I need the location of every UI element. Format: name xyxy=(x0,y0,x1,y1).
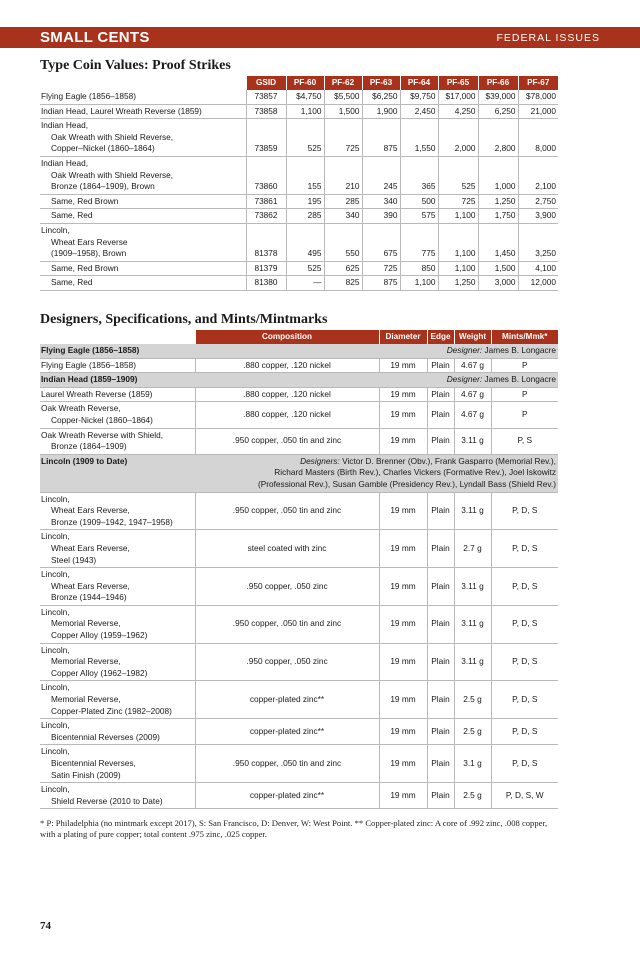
table-row xyxy=(40,209,558,224)
proof-values-table xyxy=(40,76,558,291)
variety-line: Bronze (1909–1942, 1947–1958) xyxy=(51,516,173,527)
edge-cell: Plain xyxy=(427,568,454,606)
mints-cell: P, D, S xyxy=(491,530,558,568)
composition-cell: steel coated with zinc xyxy=(195,530,379,568)
value-cell: 1,100 xyxy=(438,223,478,261)
coin-type xyxy=(40,156,246,194)
diameter-cell: 19 mm xyxy=(379,745,427,783)
variety-line: Lincoln, xyxy=(41,682,70,693)
table-row xyxy=(40,261,558,276)
column-header: PF-62 xyxy=(324,76,362,90)
value-cell: $5,500 xyxy=(324,90,362,104)
table-row xyxy=(40,104,558,119)
weight-cell: 3.11 g xyxy=(454,605,491,643)
value-cell: 155 xyxy=(286,156,324,194)
coin-type-line: Flying Eagle (1856–1858) xyxy=(41,91,137,101)
table-row xyxy=(40,783,558,809)
column-header: Composition xyxy=(195,330,379,344)
variety-line: Lincoln, xyxy=(41,784,70,795)
coin-type-line: Indian Head, Laurel Wreath Reverse (1859) xyxy=(41,105,202,116)
weight-cell: 2.7 g xyxy=(454,530,491,568)
designer-line xyxy=(197,479,556,491)
value-cell: — xyxy=(286,276,324,291)
coin-type xyxy=(40,261,246,276)
diameter-cell: 19 mm xyxy=(379,681,427,719)
designer-credit xyxy=(195,454,558,492)
value-cell: 550 xyxy=(324,223,362,261)
composition-cell: .880 copper, .120 nickel xyxy=(195,387,379,402)
variety-name xyxy=(40,358,195,373)
value-cell: 875 xyxy=(362,276,400,291)
edge-cell: Plain xyxy=(427,681,454,719)
value-cell: 6,250 xyxy=(478,104,518,119)
composition-cell: copper-plated zinc** xyxy=(195,719,379,745)
value-cell: 2,800 xyxy=(478,119,518,157)
edge-cell: Plain xyxy=(427,605,454,643)
column-header: PF-64 xyxy=(400,76,438,90)
designer-names: (Professional Rev.), Susan Gamble (Presidency Rev.), Lyndall Bass (Shield Rev.) xyxy=(257,478,556,489)
value-cell: 1,500 xyxy=(478,261,518,276)
table-row xyxy=(40,119,558,157)
value-cell: 3,250 xyxy=(518,223,558,261)
designer-name: James B. Longacre xyxy=(484,345,556,355)
weight-cell: 2.5 g xyxy=(454,719,491,745)
value-cell: $39,000 xyxy=(478,90,518,104)
designer-line xyxy=(197,467,556,479)
value-cell: 1,100 xyxy=(400,276,438,291)
coin-type-line: Indian Head, xyxy=(41,120,89,131)
composition-cell: .880 copper, .120 nickel xyxy=(195,402,379,428)
mints-cell: P, D, S xyxy=(491,568,558,606)
value-cell: 575 xyxy=(400,209,438,224)
value-cell: $78,000 xyxy=(518,90,558,104)
diameter-cell: 19 mm xyxy=(379,783,427,809)
coin-type xyxy=(40,104,246,119)
variety-line: Shield Reverse (2010 to Date) xyxy=(51,795,163,806)
value-cell: 1,250 xyxy=(438,276,478,291)
coin-type-line: Indian Head, xyxy=(41,157,89,168)
variety-line: Memorial Reverse, xyxy=(51,618,121,629)
designer-label: Designer: xyxy=(446,374,483,385)
coin-type-line: Oak Wreath with Shield Reverse, xyxy=(51,131,174,142)
coin-type-line: (1909–1958), Brown xyxy=(51,248,127,259)
variety-name xyxy=(40,745,195,783)
diameter-cell: 19 mm xyxy=(379,492,427,530)
diameter-cell: 19 mm xyxy=(379,719,427,745)
value-cell: 1,450 xyxy=(478,223,518,261)
gsid-cell: 73860 xyxy=(246,156,286,194)
table-row xyxy=(40,530,558,568)
designer-names: Richard Masters (Birth Rev.), Charles Vickers (Formative Rev.), Joel Iskowitz xyxy=(274,467,556,478)
weight-cell: 4.67 g xyxy=(454,387,491,402)
composition-cell: .950 copper, .050 tin and zinc xyxy=(195,492,379,530)
value-cell: 4,100 xyxy=(518,261,558,276)
group-row xyxy=(40,373,558,388)
table-row xyxy=(40,681,558,719)
edge-cell: Plain xyxy=(427,745,454,783)
group-row xyxy=(40,344,558,358)
variety-line: Lincoln, xyxy=(41,746,70,757)
table-row xyxy=(40,719,558,745)
coin-type-line: Lincoln, xyxy=(41,224,70,235)
diameter-cell: 19 mm xyxy=(379,530,427,568)
designer-name: James B. Longacre xyxy=(484,374,556,385)
variety-line: Satin Finish (2009) xyxy=(51,769,121,780)
value-cell: $6,250 xyxy=(362,90,400,104)
value-cell: 875 xyxy=(362,119,400,157)
variety-line: Wheat Ears Reverse, xyxy=(51,542,130,553)
value-cell: 340 xyxy=(362,194,400,209)
value-cell: 2,100 xyxy=(518,156,558,194)
value-cell: 8,000 xyxy=(518,119,558,157)
footnote: * P: Philadelphia (no mintmark except 2017), S: San Francisco, D: Denver, W: West Point. ** Copper-plated zinc: A core of .992 zinc, .008 copper, with a plating of pure copper; total content .975 zinc, .025 copper. xyxy=(40,818,548,839)
diameter-cell: 19 mm xyxy=(379,605,427,643)
value-cell: 500 xyxy=(400,194,438,209)
variety-name xyxy=(40,387,195,402)
coin-type-line: Copper–Nickel (1860–1864) xyxy=(51,143,155,154)
composition-cell: .880 copper, .120 nickel xyxy=(195,358,379,373)
value-cell: 285 xyxy=(324,194,362,209)
edge-cell: Plain xyxy=(427,719,454,745)
proof-values-heading: Type Coin Values: Proof Strikes xyxy=(40,58,231,73)
mints-cell: P, S xyxy=(491,428,558,454)
section-title: SMALL CENTS xyxy=(40,29,150,46)
variety-line: Oak Wreath Reverse with Shield, xyxy=(41,429,164,440)
column-header: PF-65 xyxy=(438,76,478,90)
mints-cell: P xyxy=(491,402,558,428)
section-banner xyxy=(0,27,640,48)
designer-label: Designer: xyxy=(446,345,483,355)
table-row xyxy=(40,568,558,606)
mints-cell: P, D, S xyxy=(491,681,558,719)
column-header: PF-63 xyxy=(362,76,400,90)
weight-cell: 2.5 g xyxy=(454,783,491,809)
variety-line: Lincoln, xyxy=(41,569,70,580)
gsid-cell: 81378 xyxy=(246,223,286,261)
value-cell: 1,100 xyxy=(286,104,324,119)
value-cell: 245 xyxy=(362,156,400,194)
value-cell: 3,000 xyxy=(478,276,518,291)
blank-header xyxy=(40,76,246,90)
value-cell: 2,450 xyxy=(400,104,438,119)
designer-names: Victor D. Brenner (Obv.), Frank Gasparro (Memorial Rev.), xyxy=(342,455,556,466)
coin-type-line: Same, Red xyxy=(51,210,93,221)
column-header: GSID xyxy=(246,76,286,90)
value-cell: 340 xyxy=(324,209,362,224)
variety-line: Copper-Nickel (1860–1864) xyxy=(51,414,153,425)
coin-type-line: Oak Wreath with Shield Reverse, xyxy=(51,169,174,180)
variety-name xyxy=(40,643,195,681)
mints-cell: P, D, S xyxy=(491,492,558,530)
coin-type-line: Same, Red xyxy=(51,277,93,288)
variety-name xyxy=(40,568,195,606)
edge-cell: Plain xyxy=(427,530,454,568)
value-cell: 21,000 xyxy=(518,104,558,119)
value-cell: 1,900 xyxy=(362,104,400,119)
value-cell: 1,750 xyxy=(478,209,518,224)
variety-line: Bronze (1944–1946) xyxy=(51,592,127,603)
table-row xyxy=(40,428,558,454)
diameter-cell: 19 mm xyxy=(379,568,427,606)
specs-heading: Designers, Specifications, and Mints/Mintmarks xyxy=(40,312,328,327)
edge-cell: Plain xyxy=(427,783,454,809)
group-name: Lincoln (1909 to Date) xyxy=(40,454,195,492)
table-row xyxy=(40,194,558,209)
value-cell: 525 xyxy=(438,156,478,194)
variety-line: Flying Eagle (1856–1858) xyxy=(41,359,137,370)
coin-type-line: Bronze (1864–1909), Brown xyxy=(51,181,155,192)
column-header: PF-67 xyxy=(518,76,558,90)
column-header: PF-60 xyxy=(286,76,324,90)
variety-line: Copper-Plated Zinc (1982–2008) xyxy=(51,705,172,716)
value-cell: 775 xyxy=(400,223,438,261)
value-cell: 725 xyxy=(362,261,400,276)
designer-line xyxy=(197,456,556,468)
table-row xyxy=(40,745,558,783)
diameter-cell: 19 mm xyxy=(379,402,427,428)
coin-type-line: Same, Red Brown xyxy=(51,262,119,273)
weight-cell: 2.5 g xyxy=(454,681,491,719)
diameter-cell: 19 mm xyxy=(379,358,427,373)
edge-cell: Plain xyxy=(427,428,454,454)
value-cell: 525 xyxy=(286,261,324,276)
value-cell: 825 xyxy=(324,276,362,291)
variety-name xyxy=(40,402,195,428)
group-row xyxy=(40,454,558,492)
variety-line: Memorial Reverse, xyxy=(51,656,121,667)
mints-cell: P xyxy=(491,358,558,373)
variety-line: Lincoln, xyxy=(41,720,70,731)
variety-line: Copper Alloy (1962–1982) xyxy=(51,667,148,678)
value-cell: 2,750 xyxy=(518,194,558,209)
edge-cell: Plain xyxy=(427,492,454,530)
designer-label: Designers: xyxy=(300,455,340,466)
table-row xyxy=(40,358,558,373)
table-row xyxy=(40,387,558,402)
table-row xyxy=(40,156,558,194)
variety-name xyxy=(40,681,195,719)
variety-name xyxy=(40,783,195,809)
variety-line: Lincoln, xyxy=(41,606,70,617)
value-cell: 850 xyxy=(400,261,438,276)
value-cell: 1,250 xyxy=(478,194,518,209)
table-row xyxy=(40,90,558,104)
variety-name xyxy=(40,428,195,454)
diameter-cell: 19 mm xyxy=(379,387,427,402)
mints-cell: P xyxy=(491,387,558,402)
variety-line: Wheat Ears Reverse, xyxy=(51,580,130,591)
mints-cell: P, D, S xyxy=(491,745,558,783)
weight-cell: 3.1 g xyxy=(454,745,491,783)
variety-line: Lincoln, xyxy=(41,493,70,504)
coin-type xyxy=(40,223,246,261)
value-cell: 365 xyxy=(400,156,438,194)
value-cell: 1,550 xyxy=(400,119,438,157)
coin-type-line: Same, Red Brown xyxy=(51,195,119,206)
coin-type xyxy=(40,276,246,291)
table-row xyxy=(40,605,558,643)
value-cell: $17,000 xyxy=(438,90,478,104)
variety-line: Lincoln, xyxy=(41,531,70,542)
value-cell: 285 xyxy=(286,209,324,224)
composition-cell: .950 copper, .050 tin and zinc xyxy=(195,745,379,783)
variety-line: Bicentennial Reverses, xyxy=(51,758,136,768)
composition-cell: .950 copper, .050 zinc xyxy=(195,643,379,681)
table-row xyxy=(40,223,558,261)
value-cell: 525 xyxy=(286,119,324,157)
gsid-cell: 73857 xyxy=(246,90,286,104)
variety-line: Lincoln, xyxy=(41,644,70,655)
variety-line: Steel (1943) xyxy=(51,554,97,565)
variety-line: Bicentennial Reverses (2009) xyxy=(51,731,160,742)
mints-cell: P, D, S xyxy=(491,643,558,681)
value-cell: $9,750 xyxy=(400,90,438,104)
table-row xyxy=(40,402,558,428)
variety-line: Copper Alloy (1959–1962) xyxy=(51,630,148,641)
value-cell: 210 xyxy=(324,156,362,194)
weight-cell: 3.11 g xyxy=(454,568,491,606)
table-row xyxy=(40,643,558,681)
edge-cell: Plain xyxy=(427,643,454,681)
value-cell: 390 xyxy=(362,209,400,224)
column-header: Edge xyxy=(427,330,454,344)
weight-cell: 4.67 g xyxy=(454,402,491,428)
group-name: Indian Head (1859–1909) xyxy=(40,373,195,388)
weight-cell: 3.11 g xyxy=(454,428,491,454)
gsid-cell: 73861 xyxy=(246,194,286,209)
variety-line: Laurel Wreath Reverse (1859) xyxy=(41,388,153,399)
designer-credit xyxy=(195,373,558,388)
value-cell: 1,100 xyxy=(438,261,478,276)
variety-line: Oak Wreath Reverse, xyxy=(41,403,121,414)
composition-cell: .950 copper, .050 tin and zinc xyxy=(195,605,379,643)
variety-name xyxy=(40,530,195,568)
variety-name xyxy=(40,719,195,745)
edge-cell: Plain xyxy=(427,402,454,428)
column-header: PF-66 xyxy=(478,76,518,90)
coin-type xyxy=(40,209,246,224)
coin-type xyxy=(40,194,246,209)
composition-cell: .950 copper, .050 zinc xyxy=(195,568,379,606)
gsid-cell: 81379 xyxy=(246,261,286,276)
value-cell: 4,250 xyxy=(438,104,478,119)
value-cell: 1,100 xyxy=(438,209,478,224)
composition-cell: copper-plated zinc** xyxy=(195,783,379,809)
diameter-cell: 19 mm xyxy=(379,643,427,681)
value-cell: 1,500 xyxy=(324,104,362,119)
composition-cell: copper-plated zinc** xyxy=(195,681,379,719)
table-row xyxy=(40,492,558,530)
coin-type xyxy=(40,90,246,104)
column-header: Diameter xyxy=(379,330,427,344)
mints-cell: P, D, S xyxy=(491,719,558,745)
gsid-cell: 73858 xyxy=(246,104,286,119)
diameter-cell: 19 mm xyxy=(379,428,427,454)
variety-name xyxy=(40,605,195,643)
page-number: 74 xyxy=(40,920,51,932)
gsid-cell: 73862 xyxy=(246,209,286,224)
value-cell: 12,000 xyxy=(518,276,558,291)
category-label: FEDERAL ISSUES xyxy=(496,32,600,44)
variety-line: Wheat Ears Reverse, xyxy=(51,505,130,516)
weight-cell: 4.67 g xyxy=(454,358,491,373)
coin-type-line: Wheat Ears Reverse xyxy=(51,236,128,247)
value-cell: 725 xyxy=(438,194,478,209)
value-cell: 1,000 xyxy=(478,156,518,194)
specs-table xyxy=(40,330,558,809)
edge-cell: Plain xyxy=(427,387,454,402)
designer-credit xyxy=(195,344,558,358)
table-row xyxy=(40,276,558,291)
variety-line: Memorial Reverse, xyxy=(51,694,121,705)
value-cell: $4,750 xyxy=(286,90,324,104)
value-cell: 675 xyxy=(362,223,400,261)
composition-cell: .950 copper, .050 tin and zinc xyxy=(195,428,379,454)
value-cell: 495 xyxy=(286,223,324,261)
weight-cell: 3.11 g xyxy=(454,492,491,530)
column-header: Weight xyxy=(454,330,491,344)
gsid-cell: 73859 xyxy=(246,119,286,157)
value-cell: 725 xyxy=(324,119,362,157)
column-header: Mints/Mmk* xyxy=(491,330,558,344)
mints-cell: P, D, S xyxy=(491,605,558,643)
variety-name xyxy=(40,492,195,530)
variety-line: Bronze (1864–1909) xyxy=(51,441,127,452)
value-cell: 195 xyxy=(286,194,324,209)
value-cell: 2,000 xyxy=(438,119,478,157)
weight-cell: 3.11 g xyxy=(454,643,491,681)
group-name: Flying Eagle (1856–1858) xyxy=(40,344,195,358)
blank-header xyxy=(40,330,195,344)
value-cell: 625 xyxy=(324,261,362,276)
gsid-cell: 81380 xyxy=(246,276,286,291)
edge-cell: Plain xyxy=(427,358,454,373)
mints-cell: P, D, S, W xyxy=(491,783,558,809)
coin-type xyxy=(40,119,246,157)
value-cell: 3,900 xyxy=(518,209,558,224)
